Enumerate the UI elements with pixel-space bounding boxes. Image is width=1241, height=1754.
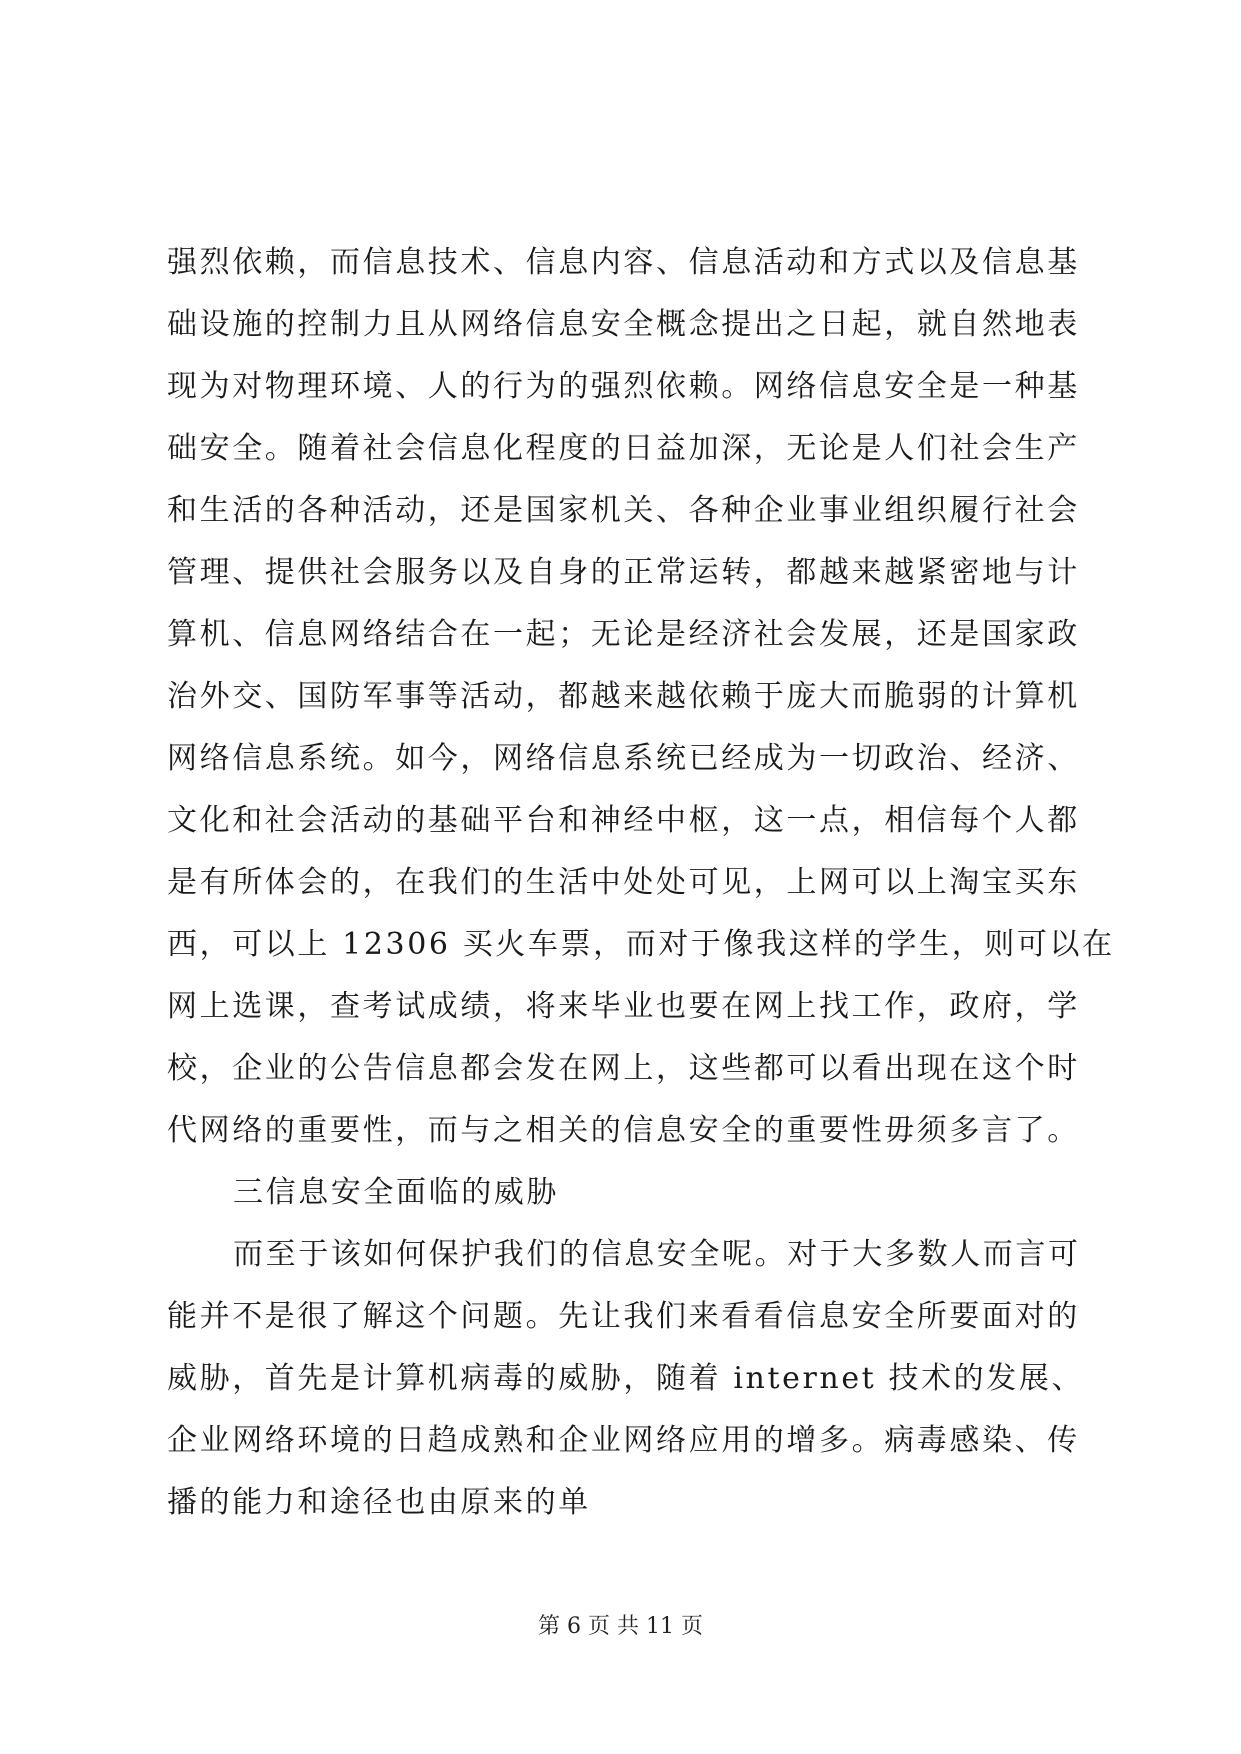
text-line: 代网络的重要性，而与之相关的信息安全的重要性毋须多言了。 [167, 1113, 1080, 1148]
text-line: 而至于该如何保护我们的信息安全呢。对于大多数人而言可 [233, 1237, 1081, 1272]
text-line: 播的能力和途径也由原来的单 [167, 1485, 591, 1520]
text-line: 管理、提供社会服务以及自身的正常运转，都越来越紧密地与计 [167, 555, 1080, 590]
paragraph-1 [167, 232, 1115, 1162]
page-number-footer: 第 6 页 共 11 页 [538, 1614, 703, 1639]
text-line: 西，可以上 12306 买火车票，而对于像我这样的学生，则可以在 [167, 927, 1115, 962]
text-line: 网络信息系统。如今，网络信息系统已经成为一切政治、经济、 [167, 741, 1080, 776]
text-line: 威胁，首先是计算机病毒的威胁，随着 internet 技术的发展、 [167, 1361, 1085, 1396]
text-line: 强烈依赖，而信息技术、信息内容、信息活动和方式以及信息基 [167, 245, 1080, 280]
text-line: 校，企业的公告信息都会发在网上，这些都可以看出现在这个时 [167, 1051, 1080, 1086]
text-line: 网上选课，查考试成绩，将来毕业也要在网上找工作，政府，学 [167, 989, 1080, 1024]
text-line: 算机、信息网络结合在一起；无论是经济社会发展，还是国家政 [167, 617, 1080, 652]
text-line: 和生活的各种活动，还是国家机关、各种企业事业组织履行社会 [167, 493, 1080, 528]
document-body [167, 232, 1115, 1534]
text-line: 能并不是很了解这个问题。先让我们来看看信息安全所要面对的 [167, 1299, 1080, 1334]
paragraph-2 [167, 1224, 1087, 1534]
section-heading: 三信息安全面临的威胁 [233, 1175, 559, 1210]
text-line: 企业网络环境的日趋成熟和企业网络应用的增多。病毒感染、传 [167, 1423, 1080, 1458]
text-line: 治外交、国防军事等活动，都越来越依赖于庞大而脆弱的计算机 [167, 679, 1080, 714]
text-line: 础设施的控制力且从网络信息安全概念提出之日起，就自然地表 [167, 307, 1080, 342]
text-line: 现为对物理环境、人的行为的强烈依赖。网络信息安全是一种基 [167, 369, 1080, 404]
text-line: 是有所体会的，在我们的生活中处处可见，上网可以上淘宝买东 [167, 865, 1080, 900]
text-line: 文化和社会活动的基础平台和神经中枢，这一点，相信每个人都 [167, 803, 1080, 838]
text-line: 础安全。随着社会信息化程度的日益加深，无论是人们社会生产 [167, 431, 1080, 466]
